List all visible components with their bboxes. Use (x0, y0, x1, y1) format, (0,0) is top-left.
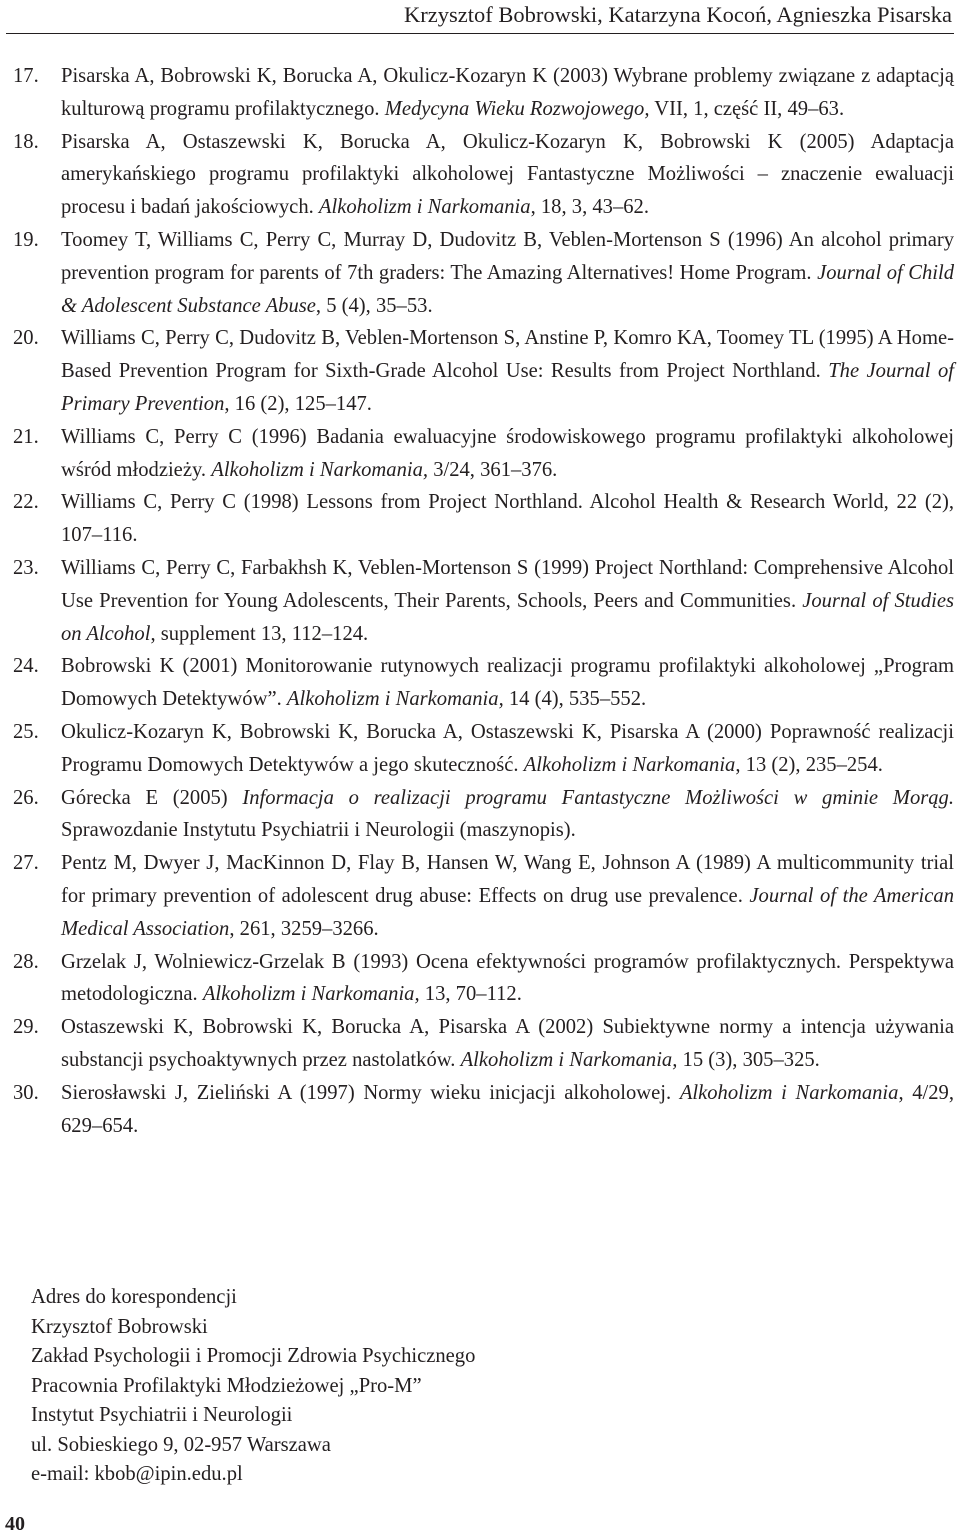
reference-body: Grzelak J, Wolniewicz-Grzelak B (1993) Ocena efektywności programów profilaktycznych. Perspektywa metodologiczna. (61, 950, 954, 1006)
reference-journal: The Journal of Primary Prevention (61, 360, 955, 415)
reference-number: 19. (13, 228, 39, 251)
reference-body: Ostaszewski K, Bobrowski K, Borucka A, Pisarska A (2002) Subiektywne normy a intencja używania substancji psychoaktywnych przez nastolatków. (61, 1016, 954, 1071)
reference-text (61, 126, 954, 224)
reference-item (0, 322, 960, 420)
reference-text (61, 1011, 954, 1077)
reference-body: Górecka E (2005) (61, 786, 243, 809)
reference-journal: Alkoholizm i Narkomania, (211, 458, 429, 481)
reference-body: Pentz M, Dwyer J, MacKinnon D, Flay B, Hansen W, Wang E, Johnson A (1989) A multicommunity trial for primary prevention of adolescent drug abuse: Effects on drug use prevalence. (61, 852, 954, 907)
reference-journal: Journal of the American Medical Association (61, 884, 954, 940)
reference-item (0, 421, 960, 487)
running-header (0, 0, 960, 31)
reference-text (61, 1077, 954, 1143)
reference-details: , 261, 3259–3266. (229, 917, 379, 940)
reference-number: 29. (13, 1016, 39, 1039)
reference-journal: Alkoholizm i Narkomania, (460, 1048, 678, 1071)
reference-number: 27. (13, 852, 39, 875)
reference-body: Okulicz-Kozaryn K, Bobrowski K, Borucka A, Ostaszewski K, Pisarska A (2000) Poprawność realizacji Programu Domowych Detektywów a jego skuteczność. (61, 720, 954, 776)
reference-details: , 13 (2), 235–254. (735, 753, 883, 776)
reference-journal: Alkoholizm i Narkomania (523, 753, 736, 776)
reference-text (61, 552, 954, 650)
reference-item (0, 782, 960, 848)
reference-journal: Journal of Studies on Alcohol (61, 589, 954, 645)
correspondence-heading: Adres do korespondencji (31, 1286, 237, 1308)
reference-item (0, 847, 960, 945)
reference-body: Williams C, Perry C (1998) Lessons from Project Northland. Alcohol Health & Research World, 22 (2), 107–116. (61, 491, 954, 547)
reference-body: Williams C, Perry C, Farbakhsh K, Veblen-Mortenson S (1999) Project Northland: Comprehensive Alcohol Use Prevention for Young Adolescents, Their Parents, Schools, Peers and Communities. (61, 556, 954, 612)
reference-item (0, 552, 960, 650)
reference-details: , 5 (4), 35–53. (315, 294, 433, 317)
reference-number: 18. (13, 130, 39, 153)
reference-text (61, 60, 954, 126)
reference-journal: Alkoholizm i Narkomania (318, 196, 531, 219)
reference-journal: Journal of Child & Adolescent Substance Abuse (61, 261, 955, 317)
reference-text (61, 847, 954, 945)
reference-body: Pisarska A, Ostaszewski K, Borucka A, Okulicz-Kozaryn K, Bobrowski K (2005) Adaptacja amerykańskiego programu profilaktyki alkoholowej Fantastyczne Możliwości – znaczenie ewaluacji procesu i badań jakościowych. (61, 130, 954, 219)
reference-details: , 18, 3, 43–62. (530, 196, 649, 219)
reference-text (61, 322, 954, 420)
reference-details: , 4/29, 629–654. (61, 1081, 954, 1137)
reference-item (0, 1011, 960, 1077)
reference-item (0, 224, 960, 322)
reference-item (0, 60, 960, 126)
correspondence-institute: Instytut Psychiatrii i Neurologii (31, 1404, 293, 1426)
reference-details: 3/24, 361–376. (428, 458, 558, 481)
correspondence-email: e-mail: kbob@ipin.edu.pl (31, 1463, 243, 1485)
reference-details: 15 (3), 305–325. (677, 1048, 820, 1071)
reference-text (61, 650, 954, 716)
correspondence-street: ul. Sobieskiego 9, 02-957 Warszawa (31, 1433, 331, 1456)
reference-number: 21. (13, 425, 39, 448)
reference-text (61, 946, 954, 1012)
reference-number: 24. (13, 655, 39, 678)
header-divider (6, 33, 954, 34)
reference-body: Pisarska A, Bobrowski K, Borucka A, Okulicz-Kozaryn K (2003) Wybrane problemy związane z adaptacją kulturową programu profilaktycznego. (61, 65, 954, 120)
reference-item (0, 716, 960, 782)
reference-details: 13, 70–112. (419, 983, 522, 1006)
reference-number: 22. (13, 491, 39, 514)
reference-journal: Medycyna Wieku Rozwojowego, (384, 97, 650, 120)
reference-item (0, 126, 960, 224)
reference-journal: Alkoholizm i Narkomania (679, 1081, 899, 1104)
reference-item (0, 486, 960, 552)
reference-text (61, 486, 954, 552)
reference-body: Bobrowski K (2001) Monitorowanie rutynowych realizacji programu profilaktyki alkoholowej „Program Domowych Detektywów”. (61, 655, 954, 711)
reference-number: 23. (13, 556, 39, 579)
correspondence-address (31, 1283, 475, 1490)
reference-item (0, 650, 960, 716)
reference-text (61, 716, 954, 782)
reference-details: VII, 1, część II, 49–63. (649, 97, 845, 120)
page-number: 40 (5, 1513, 25, 1535)
reference-list (0, 60, 960, 1142)
reference-journal: Alkoholizm i Narkomania, (202, 983, 420, 1006)
reference-number: 20. (13, 327, 39, 350)
reference-body: Williams C, Perry C (1996) Badania ewaluacyjne środowiskowego programu profilaktyki alkoholowej wśród młodzieży. (61, 425, 954, 481)
reference-number: 17. (13, 65, 39, 87)
reference-details: , 16 (2), 125–147. (224, 392, 372, 415)
reference-text (61, 782, 954, 848)
reference-details: , supplement 13, 112–124. (150, 622, 369, 645)
reference-number: 30. (13, 1081, 39, 1104)
correspondence-name: Krzysztof Bobrowski (31, 1315, 208, 1338)
reference-details: Sprawozdanie Instytutu Psychiatrii i Neurologii (maszynopis). (61, 819, 576, 842)
correspondence-unit: Pracownia Profilaktyki Młodzieżowej „Pro-M” (31, 1374, 422, 1397)
reference-number: 25. (13, 720, 39, 743)
reference-journal: Alkoholizm i Narkomania, (286, 688, 504, 711)
reference-details: 14 (4), 535–552. (503, 688, 647, 711)
reference-number: 26. (13, 786, 39, 809)
reference-text (61, 224, 954, 322)
correspondence-department: Zakład Psychologii i Promocji Zdrowia Psychicznego (31, 1345, 476, 1367)
reference-body: Sierosławski J, Zieliński A (1997) Normy wieku inicjacji alkoholowej. (61, 1081, 680, 1104)
reference-item (0, 1077, 960, 1143)
reference-body: Williams C, Perry C, Dudovitz B, Veblen-Mortenson S, Anstine P, Komro KA, Toomey TL (1995) A Home-Based Prevention Program for Sixth-Grade Alcohol Use: Results from Project Northland. (61, 327, 954, 383)
reference-body: Toomey T, Williams C, Perry C, Murray D, Dudovitz B, Veblen-Mortenson S (1996) An alcohol primary prevention program for parents of 7th graders: The Amazing Alternatives! Home Program. (61, 228, 954, 284)
reference-text (61, 421, 954, 487)
reference-number: 28. (13, 950, 39, 973)
reference-item (0, 946, 960, 1012)
reference-journal: Informacja o realizacji programu Fantastyczne Możliwości w gminie Morąg. (242, 786, 954, 809)
running-head-authors: Krzysztof Bobrowski, Katarzyna Kocoń, Agnieszka Pisarska (404, 2, 952, 27)
